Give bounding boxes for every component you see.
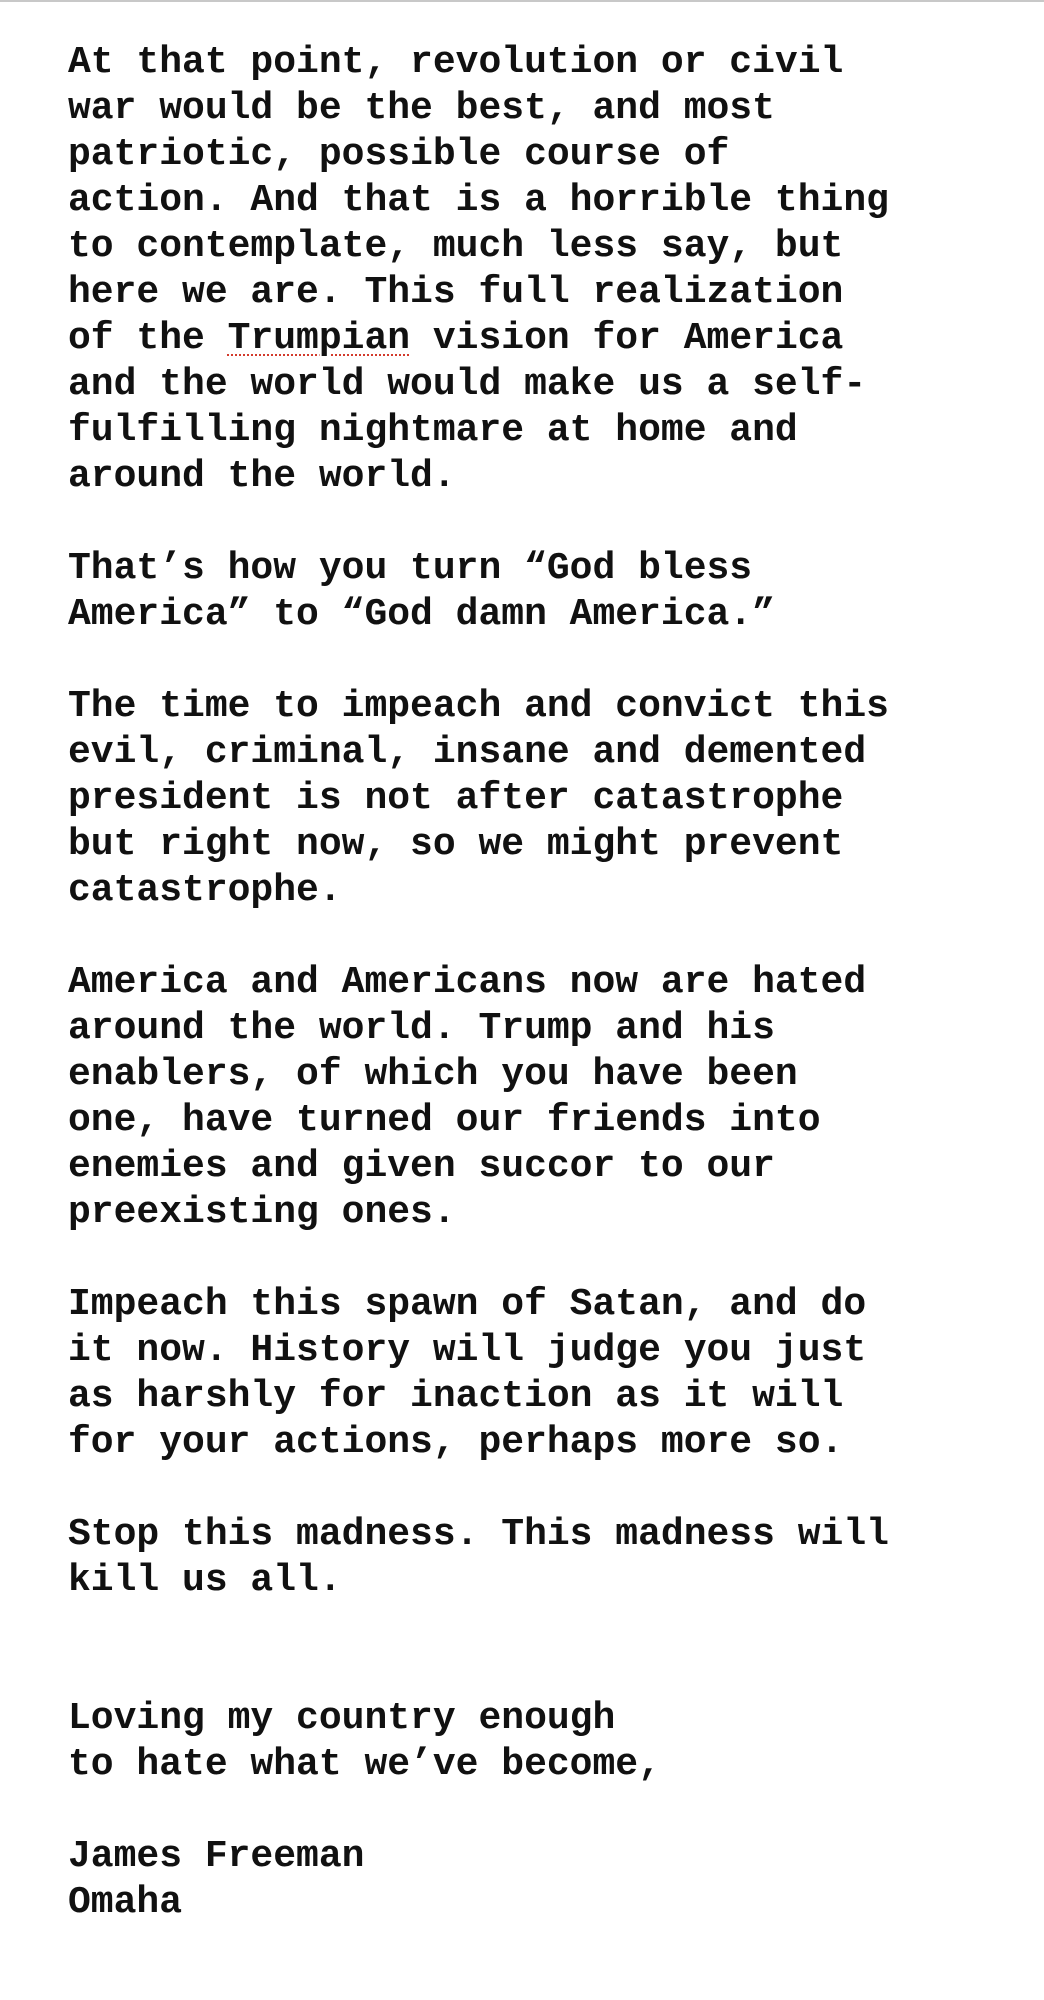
paragraph-spacer — [68, 1788, 1008, 1834]
paragraph-spacer — [68, 1604, 1008, 1696]
paragraph-5 — [68, 1282, 1008, 1466]
text-line: action. And that is a horrible thing — [68, 179, 889, 222]
paragraph-6 — [68, 1512, 1008, 1604]
text-line: president is not after catastrophe — [68, 777, 844, 820]
spellcheck-flagged-word[interactable]: Trumpian — [227, 317, 411, 360]
text-line: preexisting ones. — [68, 1191, 456, 1234]
text-line: and the world would make us a self- — [68, 363, 867, 406]
signature-block — [68, 1834, 1008, 1926]
text-line: At that point, revolution or civil — [68, 41, 844, 84]
text-line: America and Americans now are hated — [68, 961, 867, 1004]
text-line: to contemplate, much less say, but — [68, 225, 844, 268]
text-line: here we are. This full realization — [68, 271, 844, 314]
text-line: around the world. — [68, 455, 456, 498]
text-line: around the world. Trump and his — [68, 1007, 775, 1050]
text-line: patriotic, possible course of — [68, 133, 730, 176]
text-line: war would be the best, and most — [68, 87, 775, 130]
signature-name: James Freeman — [68, 1835, 365, 1878]
paragraph-spacer — [68, 1236, 1008, 1282]
text-line: but right now, so we might prevent — [68, 823, 844, 866]
text-line: for your actions, perhaps more so. — [68, 1421, 844, 1464]
text-line: America” to “God damn America.” — [68, 593, 775, 636]
paragraph-spacer — [68, 1466, 1008, 1512]
text-line: enablers, of which you have been — [68, 1053, 798, 1096]
letter-body — [68, 40, 1008, 1926]
paragraph-spacer — [68, 500, 1008, 546]
text-line — [68, 316, 1008, 362]
paragraph-spacer — [68, 914, 1008, 960]
text-line: it now. History will judge you just — [68, 1329, 867, 1372]
text-line: one, have turned our friends into — [68, 1099, 821, 1142]
signature-city: Omaha — [68, 1881, 183, 1924]
paragraph-2 — [68, 546, 1008, 638]
closing-line: to hate what we’ve become, — [68, 1743, 661, 1786]
paragraph-1 — [68, 40, 1008, 500]
text-line: fulfilling nightmare at home and — [68, 409, 798, 452]
text-line: Impeach this spawn of Satan, and do — [68, 1283, 867, 1326]
paragraph-4 — [68, 960, 1008, 1236]
text-line: as harshly for inaction as it will — [68, 1375, 844, 1418]
text-line: catastrophe. — [68, 869, 342, 912]
closing — [68, 1696, 1008, 1788]
text-line: enemies and given succor to our — [68, 1145, 775, 1188]
text-segment: of the — [68, 317, 228, 360]
text-segment: vision for America — [410, 317, 844, 360]
text-line: kill us all. — [68, 1559, 342, 1602]
top-divider — [0, 0, 1044, 2]
text-line: The time to impeach and convict this — [68, 685, 889, 728]
text-line: Stop this madness. This madness will — [68, 1513, 889, 1556]
text-line: evil, criminal, insane and demented — [68, 731, 867, 774]
text-line: That’s how you turn “God bless — [68, 547, 753, 590]
closing-line: Loving my country enough — [68, 1697, 616, 1740]
paragraph-3 — [68, 684, 1008, 914]
paragraph-spacer — [68, 638, 1008, 684]
